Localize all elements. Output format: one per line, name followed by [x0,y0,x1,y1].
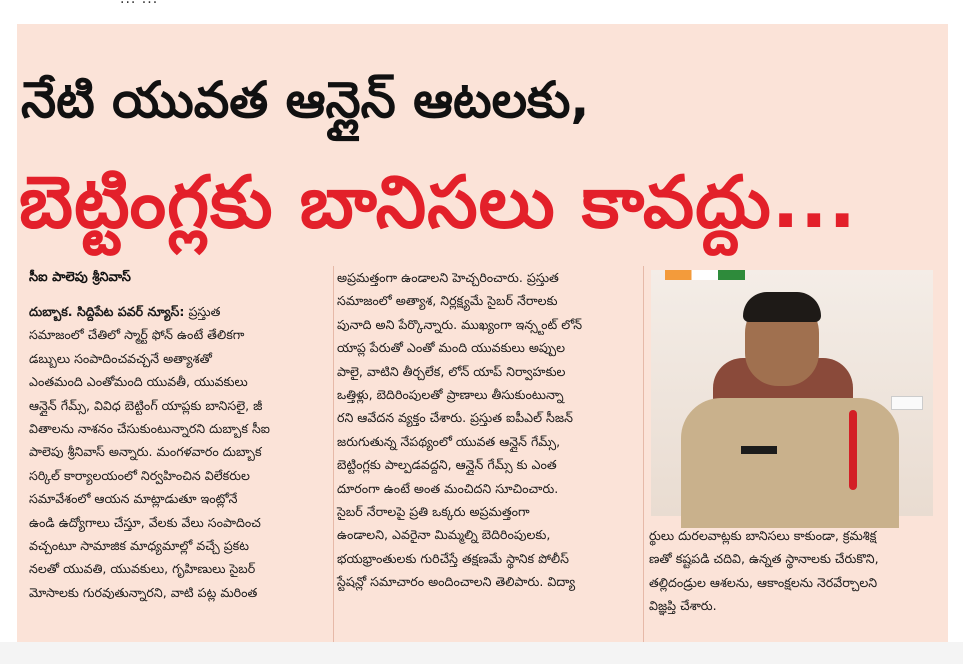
column-3-line: విజ్ఞప్తి చేశారు. [649,598,717,614]
wall-switch [891,396,923,410]
column-2-line: స్టేషన్లో సమాచారం అందించాలని తెలిపారు. విద్యా [337,574,576,590]
column-2-line: బెట్టింగ్లకు పాల్పడవద్దని, ఆన్లైన్ గేమ్స్ కు ఎంత [337,457,557,473]
column-divider [643,266,644,642]
column-3-line: తల్లిదండ్రుల ఆశలను, ఆకాంక్షలను నెరవేర్చాలని [649,574,878,590]
column-divider [333,266,334,642]
top-strip-text [120,0,158,7]
column-2-line: యాప్ల పేరుతో ఎంతో మంది యువకులు అప్పుల [337,340,566,356]
article-column-3 [649,524,939,618]
article-column-2 [337,266,637,594]
column-1-line: ఉండి ఉద్యోగాలు చేస్తూ, వేలకు వేలు సంపాదించ [29,514,261,530]
column-1-line: డబ్బులు సంపాదించవచ్చనే అత్యాశతో [29,350,212,366]
column-2-line: ఒత్తిళ్లు, బెదిరింపులతో ప్రాణాలు తీసుకుంటున్నా [337,387,564,403]
flag-strip [665,270,745,280]
column-1-line: వచ్చంటూ సామాజిక మాధ్యమాల్లో వచ్చే ప్రకట [29,538,249,554]
column-1-line: సమావేశంలో ఆయన మాట్లాడుతూ ఇంట్లోనే [29,491,238,507]
column-1-line: మోసాలకు గురవుతున్నారని, వాటి పట్ల మరింత [29,584,258,600]
column-1-line: వితాలను నాశనం చేసుకుంటున్నారని దుబ్బాక సీఐ [29,421,270,437]
headline-line-2: బెట్టింగ్లకు బానిసలు కావద్దు... [19,160,857,244]
page-bottom-band [0,642,963,664]
column-3-line: ర్థులు దురలవాట్లకు బానిసలు కాకుండా, క్రమశిక్ష [649,528,877,543]
column-2-line: ఉండాలని, ఎవరైనా మిమ్మల్ని బెదిరింపులకు, [337,527,551,543]
column-2-line: రని ఆవేదన వ్యక్తం చేశారు. ప్రస్తుత ఐపీఎల్ సీజన్ [337,410,573,426]
name-badge [741,446,777,454]
byline: సీఐ పాలెపు శ్రీనివాస్ [29,270,131,285]
dateline: దుబ్బాక. సిద్దిపేట పవర్ న్యూస్: [29,304,185,319]
officer-uniform [681,398,899,528]
red-lanyard [849,410,857,490]
article-column-1 [29,300,331,604]
officer-hair [743,292,821,322]
headline-line-1: నేటి యువత ఆన్లైన్ ఆటలకు, [21,71,590,129]
column-3-line: ణతో కష్టపడి చదివి, ఉన్నత స్థానాలకు చేరుకొని, [649,551,879,567]
column-2-line: భయభ్రాంతులకు గురిచేస్తే తక్షణమే స్థానిక పోలీస్ [337,550,569,566]
column-1-line: సర్కిల్ కార్యాలయంలో నిర్వహించిన విలేకరుల [29,467,250,483]
police-officer-photo [651,270,933,516]
column-2-line: దూరంగా ఉంటే అంత మంచిదని సూచించారు. [337,480,559,496]
column-2-line: సైబర్ నేరాలపై ప్రతి ఒక్కరు అప్రమత్తంగా [337,504,530,520]
column-1-line: నలతో యువతి, యువకులు, గృహిణులు సైబర్ [29,561,256,577]
column-2-line: అప్రమత్తంగా ఉండాలని హెచ్చరించారు. ప్రస్తుత [337,270,559,285]
column-1-line: సమాజంలో చేతిలో స్మార్ట్ ఫోన్ ఉంటే తేలికగా [29,327,245,343]
news-clipping [17,24,948,642]
cropped-top-text [0,0,963,22]
column-1-line: ప్రస్తుత [188,304,221,319]
column-1-line: ఆన్లైన్ గేమ్స్, వివిధ బెట్టింగ్ యాప్లకు బానిసలై, జీ [29,397,263,413]
column-2-line: సమాజంలో అత్యాశ, నిర్లక్ష్యమే సైబర్ నేరాలకు [337,293,558,309]
column-2-line: జరుగుతున్న నేపథ్యంలో యువత ఆన్లైన్ గేమ్స్, [337,433,561,449]
column-1-line: ఎంతమంది ఎంతోమంది యువతీ, యువకులు [29,374,248,390]
column-1-line: పాలెపు శ్రీనివాస్ అన్నారు. మంగళవారం దుబ్బాక [29,444,262,460]
column-2-line: పునాది అని పేర్కొన్నారు. ముఖ్యంగా ఇన్స్టంట్ లోన్ [337,316,583,332]
column-2-line: పాలై, వాటిని తీర్చలేక, లోన్ యాప్ నిర్వాహకుల [337,363,566,379]
